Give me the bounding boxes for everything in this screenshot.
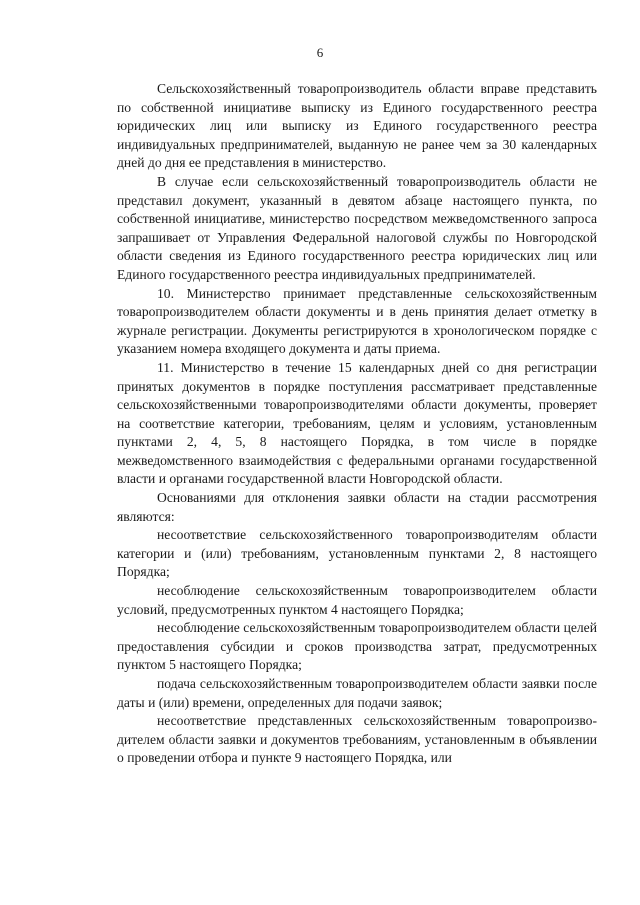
list-item-goals-violation: несоблюдение сельскохозяйственным товаропроизводителем области целей предоставления субсидии и сроков производства затрат, предусмотренных пунктом 5 настоящего Порядка; [117,620,597,673]
list-item-documents-mismatch: несоответствие представленных сельскохозяйственным товаропроизводителем области заявки и документов требованиям, установленным в объявлении о проведении отбора и пункте 9 настоящего Порядка, или [117,713,597,766]
list-item-conditions-violation: несоблюдение сельскохозяйственным товаропроизводителем области условий, предусмотренных пунктом 4 настоящего Порядка; [117,583,597,617]
document-body [117,80,597,768]
page-number: 6 [316,45,324,60]
paragraph-item-11: 11. Министерство в течение 15 календарных дней со дня регистрации принятых документов в порядке поступления рассматривает представленные сельскохозяйственными товаропроизводителями области документы, проверяет на соответствие категории, требованиям, целям и условиям, установленным пунктами 2, 4, 5, 8 настоящего Порядка, в том числе в порядке межведомственного взаимодействия с федеральными органами государственной власти и органами государственной власти Новгородской области. [117,359,597,487]
list-item-late-submission: подача сельскохозяйственным товаропроизводителем области заявки после даты и (или) времени, определенных для подачи заявок; [117,676,597,710]
list-item-category-mismatch: несоответствие сельскохозяйственного товаропроизводителям области категории и (или) требованиям, установленным пунктами 2, 8 настоящего Порядка; [117,527,597,580]
paragraph-extract-right: Сельскохозяйственный товаропроизводитель области вправе представить по собственной инициативе выписку из Единого государственного реестра юридических лиц или выписку из Единого государственного реестра индивидуальных предпринимателей, выданную не ранее чем за 30 календарных дней до дня ее представления в министерство. [117,81,597,171]
paragraph-rejection-grounds: Основаниями для отклонения заявки области на стадии рассмотрения являются: [117,490,597,524]
paragraph-interagency-request: В случае если сельскохозяйственный товаропроизводитель области не представил документ, указанный в девятом абзаце настоящего пункта, по собственной инициативе, министерство посредством межведомственного запроса запрашивает от Управления Федеральной налоговой службы по Новгородской области сведения из Единого государственного реестра юридических лиц или Единого государственного реестра индивидуальных предпринимателей. [117,173,597,282]
paragraph-item-10: 10. Министерство принимает представленные сельскохозяйственным товаропроизводителем области документы и в день принятия делает отметку в журнале регистрации. Документы регистрируются в хронологическом порядке с указанием номера входящего документа и даты приема. [117,285,597,357]
